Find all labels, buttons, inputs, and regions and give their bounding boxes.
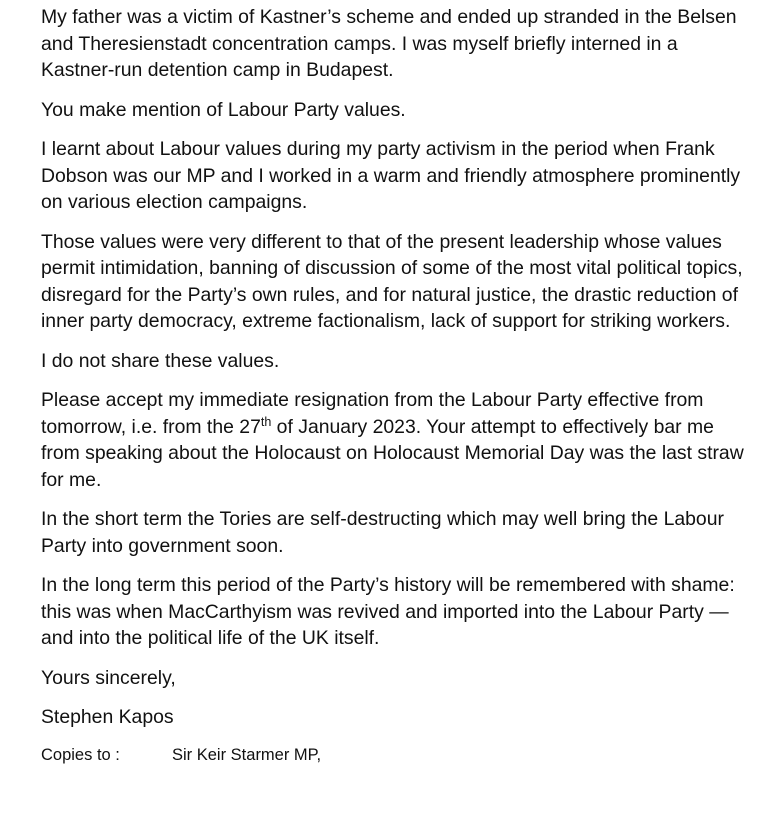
signature-name: Stephen Kapos	[41, 706, 174, 728]
paragraph-family-history: My father was a victim of Kastner’s scheme and ended up stranded in the Belsen and Theresienstadt concentration camps. I was myself briefly interned in a Kastner-run detention camp in Budapest.	[41, 6, 737, 81]
paragraph-short-term: In the short term the Tories are self-destructing which may well bring the Labour Party into government soon.	[41, 508, 724, 557]
paragraph-resignation	[41, 387, 746, 493]
copies-line	[41, 744, 746, 766]
paragraph-not-share: I do not share these values.	[41, 349, 280, 372]
paragraph-labour-values: I learnt about Labour values during my party activism in the period when Frank Dobson was our MP and I worked in a warm and friendly atmosphere prominently on various election campaigns.	[41, 138, 741, 213]
copies-recipient: Sir Keir Starmer MP,	[172, 745, 322, 764]
paragraph-long-term: In the long term this period of the Party’s history will be remembered with shame: this was when MacCarthyism was revived and imported into the Labour Party — and into the political life of the UK itself.	[41, 574, 735, 649]
paragraph-values-mention: You make mention of Labour Party values.	[41, 98, 406, 121]
closing-salutation: Yours sincerely,	[41, 666, 176, 689]
letter-body	[41, 4, 746, 766]
resignation-text-end: of January 2023. Your attempt to effectively bar me from speaking about the Holocaust on Holocaust Memorial Day was the last straw for me.	[41, 415, 744, 491]
paragraph-leadership-values: Those values were very different to that of the present leadership whose values permit intimidation, banning of discussion of some of the most vital political topics, disregard for the Party’s own rules, and for natural justice, the drastic reduction of inner party democracy, extreme factionalism, lack of support for striking workers.	[41, 230, 743, 332]
resignation-text-start: Please accept my immediate resignation from the Labour Party effective from tomorrow, i.e. from the 27	[41, 389, 704, 438]
ordinal-suffix: th	[260, 414, 272, 429]
copies-label: Copies to :	[41, 745, 120, 764]
